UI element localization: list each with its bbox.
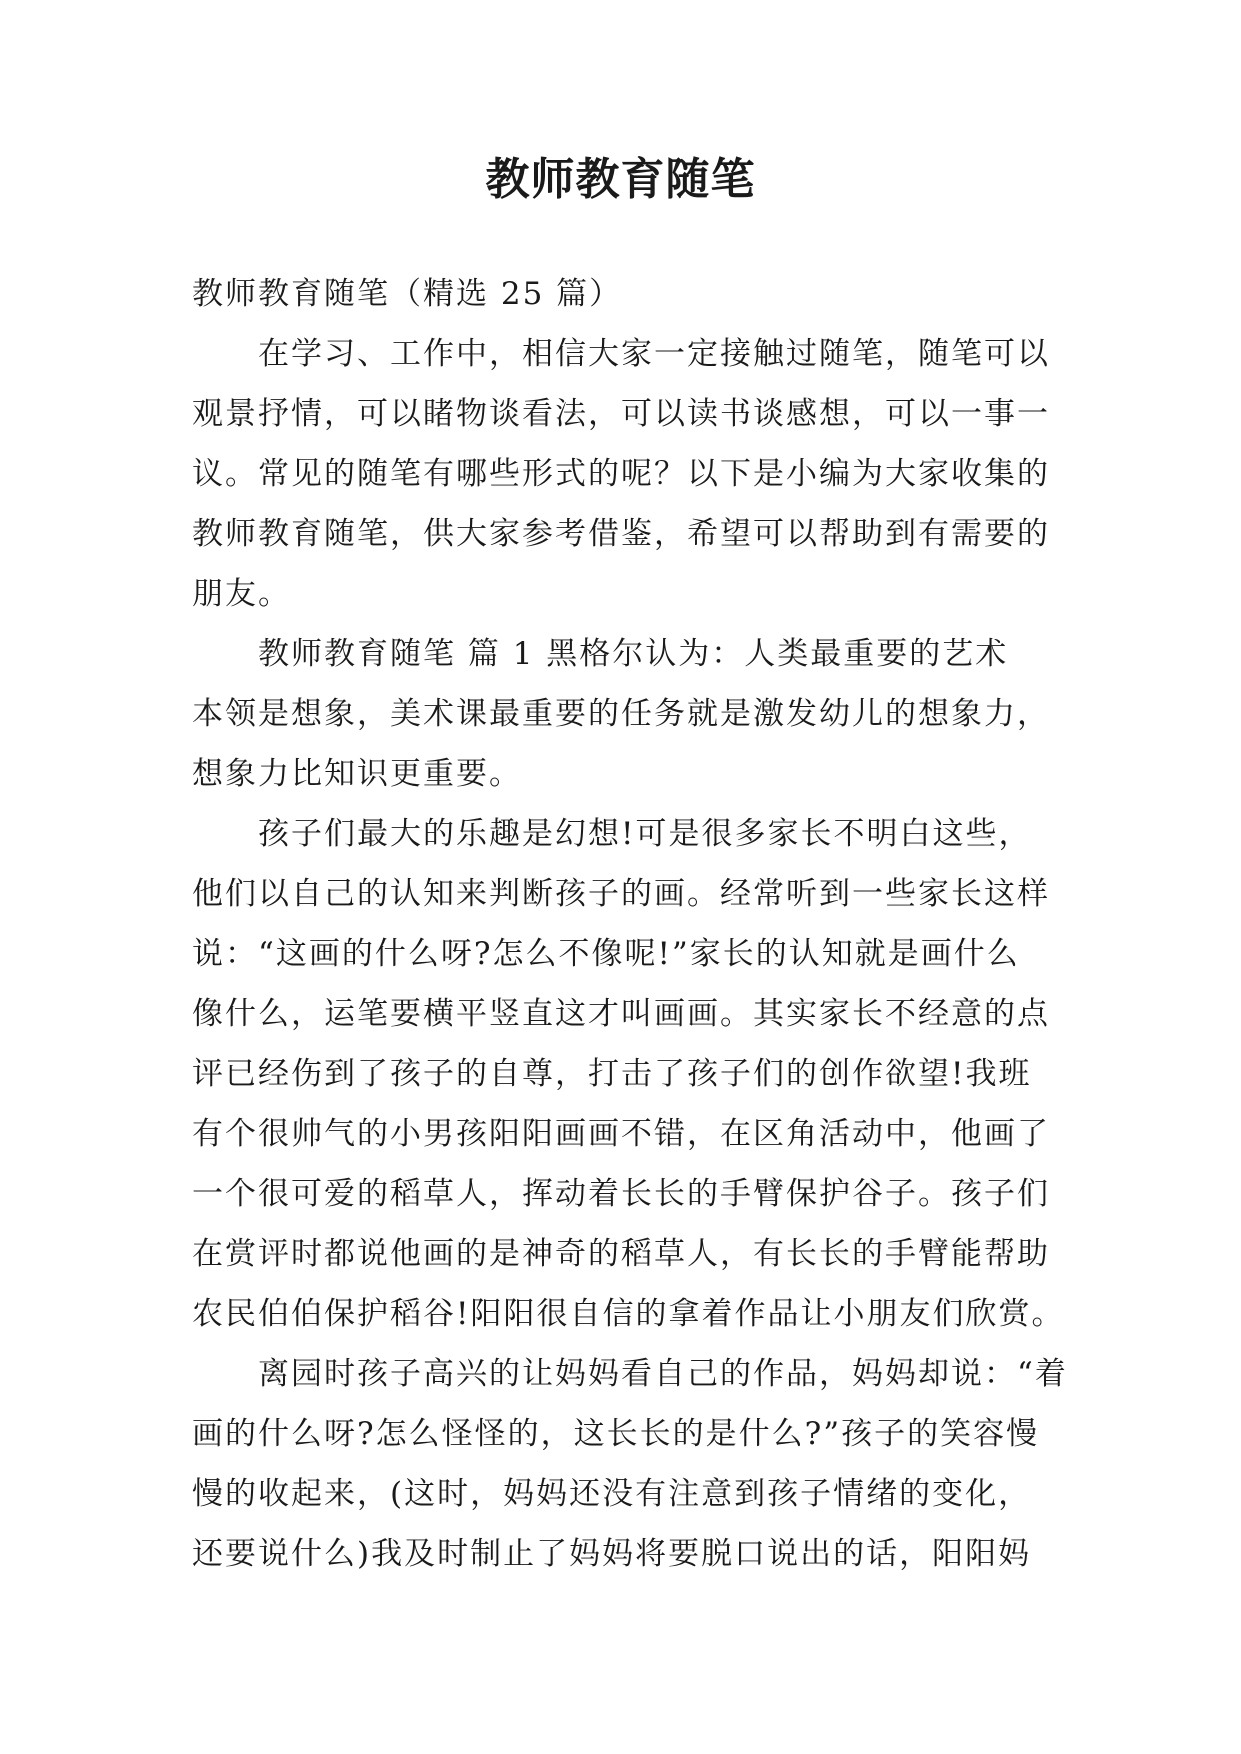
text-line: 在赏评时都说他画的是神奇的稻草人，有长长的手臂能帮助: [192, 1236, 1050, 1272]
text-line: 农民伯伯保护稻谷!阳阳很自信的拿着作品让小朋友们欣赏。: [192, 1296, 1065, 1332]
text-line: 议。常见的随笔有哪些形式的呢？以下是小编为大家收集的: [192, 456, 1050, 492]
text-line: 离园时孩子高兴的让妈妈看自己的作品，妈妈却说：“着: [258, 1356, 1068, 1392]
text-line: 说：“这画的什么呀?怎么不像呢!”家长的认知就是画什么: [192, 936, 1020, 972]
text-line: 一个很可爱的稻草人，挥动着长长的手臂保护谷子。孩子们: [192, 1176, 1050, 1212]
document-title: 教师教育随笔: [485, 154, 756, 205]
text-line: 像什么，运笔要横平竖直这才叫画画。其实家长不经意的点: [192, 996, 1050, 1032]
text-line: 观景抒情，可以睹物谈看法，可以读书谈感想，可以一事一: [192, 396, 1050, 432]
text-line: 教师教育随笔 篇 1 黑格尔认为：人类最重要的艺术: [258, 636, 1009, 672]
text-line: 慢的收起来，(这时，妈妈还没有注意到孩子情绪的变化，: [192, 1476, 1032, 1512]
text-line: 孩子们最大的乐趣是幻想!可是很多家长不明白这些，: [258, 816, 1032, 852]
text-line: 想象力比知识更重要。: [192, 756, 522, 792]
text-line: 评已经伤到了孩子的自尊，打击了孩子们的创作欲望!我班: [192, 1056, 1032, 1092]
text-line: 画的什么呀?怎么怪怪的，这长长的是什么?”孩子的笑容慢: [192, 1416, 1040, 1452]
text-line: 还要说什么)我及时制止了妈妈将要脱口说出的话，阳阳妈: [192, 1536, 1032, 1572]
text-line: 本领是想象，美术课最重要的任务就是激发幼儿的想象力，: [192, 696, 1050, 732]
document-body: [192, 264, 1068, 1584]
text-line: 教师教育随笔（精选 25 篇）: [192, 276, 623, 312]
text-line: 教师教育随笔，供大家参考借鉴，希望可以帮助到有需要的: [192, 516, 1050, 552]
text-line: 他们以自己的认知来判断孩子的画。经常听到一些家长这样: [192, 876, 1050, 912]
text-line: 朋友。: [192, 576, 291, 612]
text-line: 在学习、工作中，相信大家一定接触过随笔，随笔可以: [258, 336, 1050, 372]
text-line: 有个很帅气的小男孩阳阳画画不错，在区角活动中，他画了: [192, 1116, 1050, 1152]
